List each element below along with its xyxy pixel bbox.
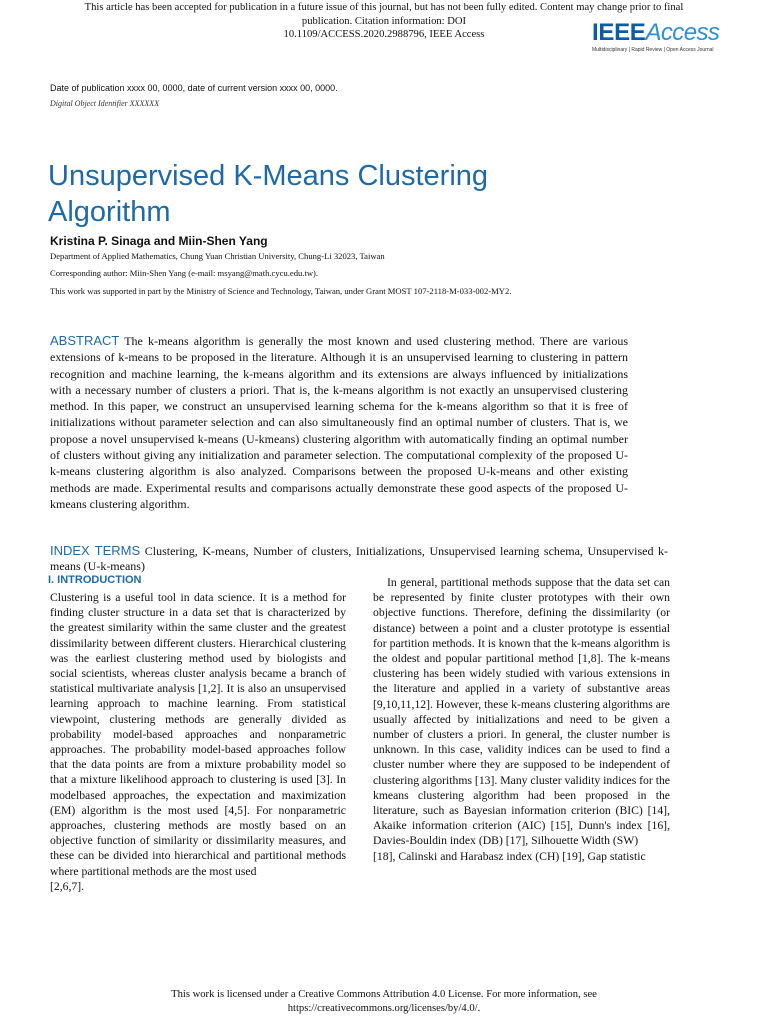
index-terms-text: Clustering, K-means, Number of clusters, Initializations, Unsupervised learning schema, Unsupervised k-means (U-k-means) <box>50 544 669 573</box>
footer-line-1: This work is licensed under a Creative Commons Attribution 4.0 License. For more information, see <box>171 989 597 1000</box>
index-terms <box>50 543 668 574</box>
intro-left-text: Clustering is a useful tool in data science. It is a method for finding cluster structure in a data set that is characterized by the greatest similarity within the same cluster and the greatest dissimilarity between different clusters. Hierarchical clustering was the earliest clustering method used by biologists and social scientists, whereas cluster analysis became a branch of statistical multivariate analysis [1,2]. It is also an unsupervised learning approach to machine learning. From statistical viewpoint, clustering methods are generally divided as probability model-based approaches and nonparametric approaches. The probability model-based approaches follow that the data points are from a mixture probability model so that a mixture likelihood approach to clustering is used [3]. In modelbased approaches, the expectation and maximization (EM) algorithm is the most used [4,5]. For nonparametric approaches, clustering methods are mostly based on an objective function of similarity or dissimilarity measures, and these can be divided into hierarchical and partitional methods where partitional methods are the most used <box>50 591 346 878</box>
index-terms-label: INDEX TERMS <box>50 543 141 558</box>
corresponding-author: Corresponding author: Miin-Shen Yang (e-mail: msyang@math.cycu.edu.tw). <box>50 268 319 278</box>
intro-left-tail: [2,6,7]. <box>50 879 85 893</box>
abstract-text: The k-means algorithm is generally the most known and used clustering method. There are various extensions of k-means to be proposed in the literature. Although it is an unsupervised learning to clustering in pattern recognition and machine learning, the k-means algorithm and its extensions are always influenced by initializations with a necessary number of clusters a priori. That is, the k-means algorithm is not exactly an unsupervised clustering method. In this paper, we construct an unsupervised learning schema for the k-means algorithm so that it is free of initializations without parameter selection and can also simultaneously find an optimal number of clusters. That is, we propose a novel unsupervised k-means (U-kmeans) clustering algorithm with automatically finding an optimal number of clusters without giving any initialization and parameter selection. The computational complexity of the proposed U-k-means clustering algorithm is also analyzed. Comparisons between the proposed U-k-means and other existing methods are made. Experimental results and comparisons actually demonstrate these good aspects of the proposed U-kmeans clustering algorithm. <box>50 334 628 511</box>
ieee-access-logo <box>592 20 722 60</box>
intro-left-column <box>50 590 346 894</box>
section-heading-introduction: I. INTRODUCTION <box>48 574 142 586</box>
notice-line-3: 10.1109/ACCESS.2020.2988796, IEEE Access <box>283 29 485 40</box>
authors: Kristina P. Sinaga and Miin-Shen Yang <box>50 234 268 248</box>
paper-title: Unsupervised K-Means Clustering Algorithm <box>48 160 489 228</box>
intro-right-text: In general, partitional methods suppose that the data set can be represented by finite cluster prototypes with their own objective functions. Therefore, defining the dissimilarity (or distance) between a point and a cluster prototype is essential for partition methods. It is known that the k-means algorithm is the oldest and popular partitional method [1,8]. The k-means clustering has been widely studied with various extensions in the literature and applied in a variety of substantive areas [9,10,11,12]. However, these k-means clustering algorithms are usually affected by initializations and need to be given a number of clusters a priori. In general, the cluster number is unknown. In this case, validity indices can be used to find a cluster number where they are supposed to be independent of clustering algorithms [13]. Many cluster validity indices for the kmeans clustering algorithm had been proposed in the literature, such as Bayesian information criterion (BIC) [14], Akaike information criterion (AIC) [15], Dunn's index [16], Davies-Bouldin index (DB) [17], Silhouette Width (SW) <box>373 576 670 848</box>
intro-right-column <box>373 575 670 864</box>
intro-right-tail: [18], Calinski and Harabasz index (CH) [19], Gap statistic <box>373 849 646 863</box>
abstract <box>50 333 628 512</box>
doi-identifier: Digital Object Identifier XXXXXX <box>50 99 160 108</box>
notice-line-2: publication. Citation information: DOI <box>301 15 467 27</box>
license-footer <box>130 988 638 1015</box>
logo-ieee-text: IEEE <box>592 19 646 46</box>
funding-note: This work was supported in part by the Ministry of Science and Technology, Taiwan, under Grant MOST 107-2118-M-033-002-MY2. <box>50 286 512 296</box>
publication-date: Date of publication xxxx 00, 0000, date of current version xxxx 00, 0000. <box>50 83 338 93</box>
notice-line-1: This article has been accepted for publication in a future issue of this journal, but has not been fully edited. Content may change prior to final <box>84 2 684 13</box>
logo-tagline: Multidisciplinary | Rapid Review | Open Access Journal <box>592 47 714 53</box>
affiliation: Department of Applied Mathematics, Chung Yuan Christian University, Chung-Li 32023, Taiwan <box>50 251 385 261</box>
abstract-label: ABSTRACT <box>50 333 120 348</box>
logo-access-text: Access <box>645 19 720 46</box>
footer-license-link[interactable]: https://creativecommons.org/licenses/by/4.0/. <box>287 1002 481 1014</box>
